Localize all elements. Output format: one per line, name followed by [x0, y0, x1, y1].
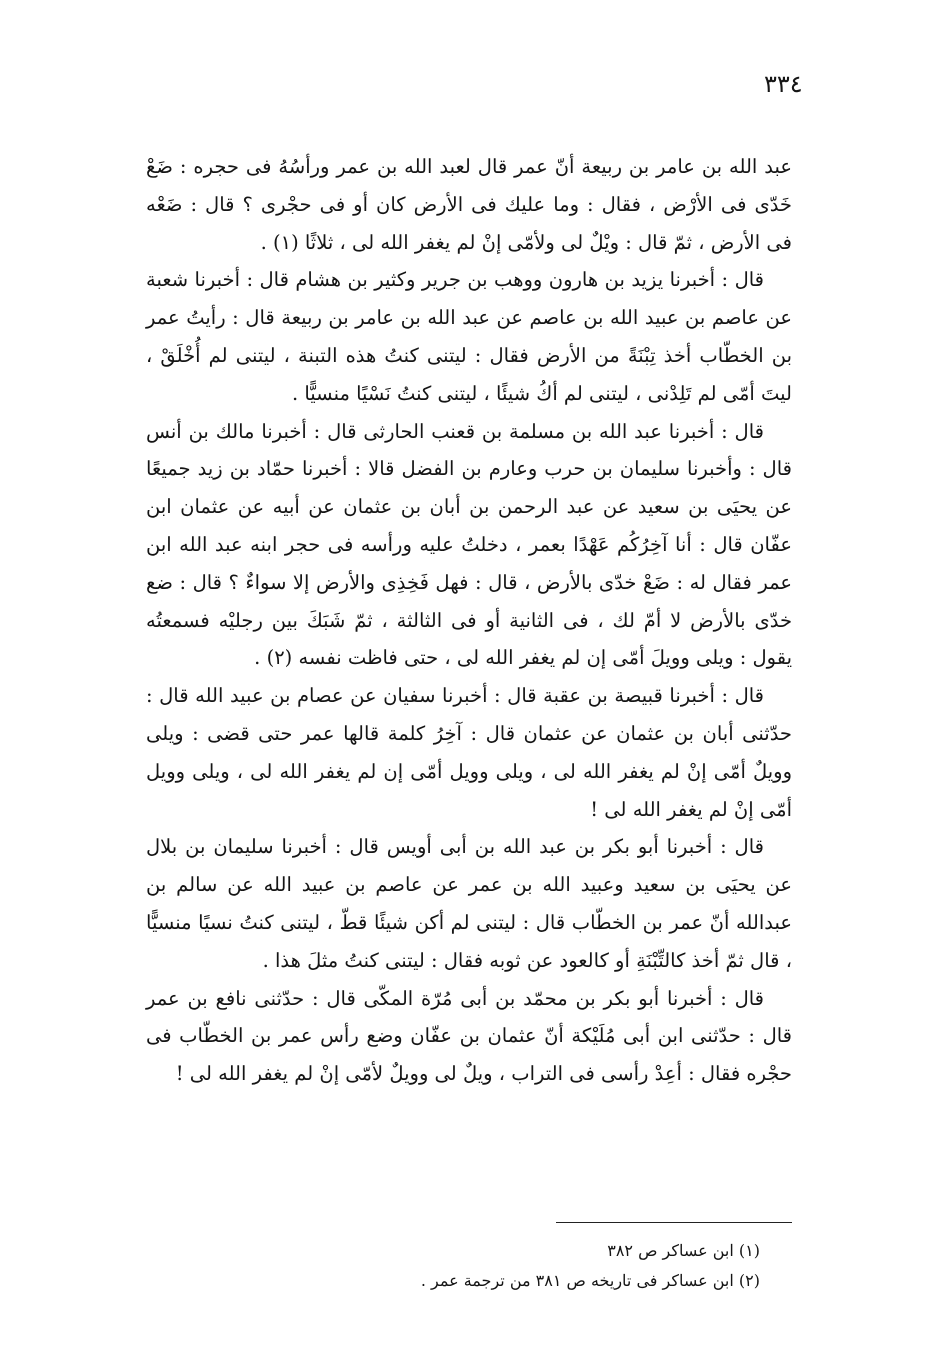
- paragraph-5: قال : أخبرنا أبو بكر بن عبد الله بن أبى أويس قال : أخبرنا سليمان بن بلال عن يحيَى بن سعيد وعبيد الله بن عمر عن عاصم بن عبيد الله عن سالم بن عبدالله أنّ عمر بن الخطّاب قال : ليتنى لم أكن شيئًا قطّ ، ليتنى كنتُ نسيًا منسيًّا ، قال ثمّ أخذ كالتِّبْنَةِ أو كالعود عن ثوبه فقال : ليتنى كنتُ مثلَ هذا .: [146, 835, 792, 972]
- paragraph-6: قال : أخبرنا أبو بكر بن محمّد بن أبى مُرّة المكّى قال : حدّثنى نافع بن عمر قال : حدّثنى ابن أبى مُلَيْكة أنّ عثمان بن عفّان وضع رأس عمر بن الخطّاب فى حجْره فقال : أعِدْ رأسى فى التراب ، ويلٌ لى وويلٌ لأمّى إنْ لم يغفر الله لى !: [146, 986, 792, 1086]
- main-text: [146, 148, 792, 1093]
- page-number: ٣٣٤: [764, 70, 803, 98]
- paragraph-2: قال : أخبرنا يزيد بن هارون ووهب بن جرير وكثير بن هشام قال : أخبرنا شعبة عن عاصم بن عبيد الله بن عاصم عن عبد الله بن عامر بن ربيعة قال : رأيتُ عمر بن الخطّاب أخذ تِبْنَةً من الأرض فقال : ليتنى كنتُ هذه التبنة ، ليتنى لم أُخْلَقْ ، ليتَ أمّى لم تَلِدْنى ، ليتنى لم أكُ شيئًا ، ليتنى كنتُ نَسْيًا منسيًّا .: [146, 268, 792, 405]
- paragraph-3: قال : أخبرنا عبد الله بن مسلمة بن قعنب الحارثى قال : أخبرنا مالك بن أنس قال : وأخبرنا سليمان بن حرب وعارم بن الفضل قالا : أخبرنا حمّاد بن زيد جميعًا عن يحيَى بن سعيد عن عبد الرحمن بن أبان بن عثمان عن أبيه عن عثمان ابن عفّان قال : أنا آخِرُكُم عَهْدًا بعمر ، دخلتُ عليه ورأسه فى حجر ابنه عبد الله ابن عمر فقال له : ضَعْ خدّى بالأرض ، قال : فهل فَخِذِى والأرض إلا سواءٌ ؟ قال : ضع خدّى بالأرض لا أمّ لك ، فى الثانية أو فى الثالثة ، ثمّ شَبَكَ بين رجليْه فسمعتُه يقول : ويلى وويلَ أمّى إن لم يغفر الله لى ، حتى فاظت نفسه (٢) .: [146, 419, 792, 670]
- footnotes: [300, 1236, 760, 1296]
- paragraph-4: قال : أخبرنا قبيصة بن عقبة قال : أخبرنا سفيان عن عصام بن عبيد الله قال : حدّثنى أبان بن عثمان عن عثمان قال : آخِرُ كلمة قالها عمر حتى قضى : ويلى وويلٌ أمّى إنْ لم يغفر الله لى ، ويلى وويل أمّى إن لم يغفر الله لى ، ويلى وويل أمّى إنْ لم يغفر الله لى !: [146, 684, 792, 821]
- paragraph-1: عبد الله بن عامر بن ربيعة أنّ عمر قال لعبد الله بن عمر ورأسُهُ فى حجره : ضَعْ خَدّى فى الأرْض ، فقال : وما عليك فى الأرض كان أو فى حجْرى ؟ قال : ضَعْه فى الأرض ، ثمّ قال : ويْلٌ لى ولأمّى إنْ لم يغفر الله لى ، ثلاثًا (١) .: [146, 155, 792, 254]
- footnote-1: (١) ابن عساكر ص ٣٨٢: [607, 1241, 760, 1260]
- footnote-2: (٢) ابن عساكر فى تاريخه ص ٣٨١ من ترجمة عمر .: [420, 1271, 760, 1290]
- footnote-divider: [556, 1222, 792, 1223]
